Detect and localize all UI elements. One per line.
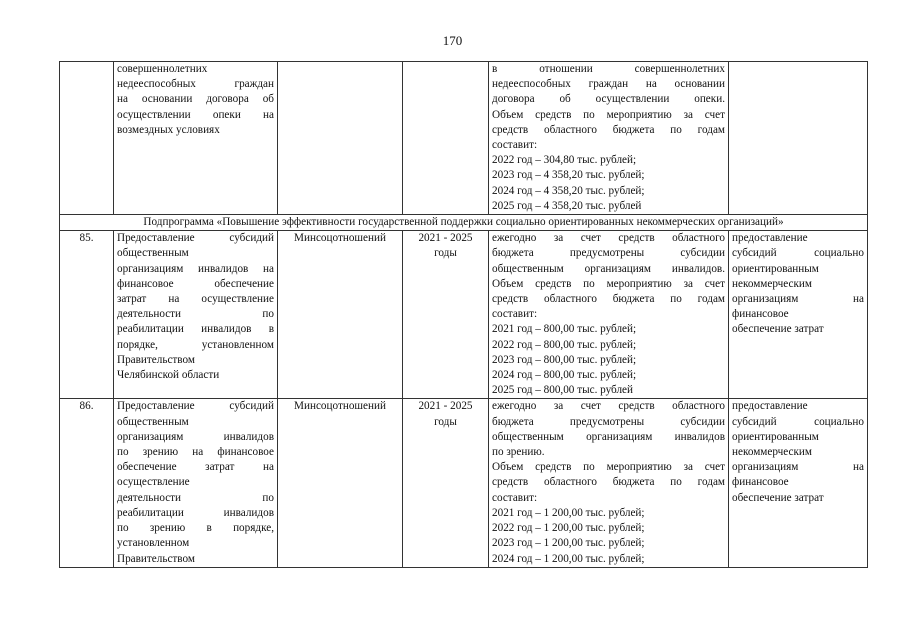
- text-line: Объем средств по мероприятию за счет: [492, 461, 725, 474]
- cell-period: [403, 62, 489, 215]
- text-line: 2021 - 2025: [418, 232, 473, 245]
- text-line: Правительством: [117, 552, 195, 565]
- text-line: составит:: [492, 308, 538, 321]
- text-line: субсидий социально: [732, 247, 864, 260]
- text-line: годы: [434, 415, 457, 428]
- text-line: осуществление: [117, 476, 190, 489]
- text-line: 2024 год – 4 358,20 тыс. рублей;: [492, 184, 645, 197]
- text-line: Предоставление субсидий: [117, 232, 274, 245]
- text-line: некоммерческим: [732, 277, 812, 290]
- text-line: организациям инвалидов: [117, 430, 274, 443]
- cell-period: [403, 399, 489, 567]
- text-line: Предоставление субсидий: [117, 400, 274, 413]
- text-line: порядке, установленном: [117, 338, 274, 351]
- text-line: Челябинской области: [117, 369, 220, 382]
- cell-number: [60, 62, 114, 215]
- text-line: 2023 год – 1 200,00 тыс. рублей;: [492, 537, 645, 550]
- text-line: Правительством: [117, 353, 195, 366]
- text-line: финансовое обеспечение: [117, 277, 274, 290]
- text-line: составит:: [492, 139, 538, 152]
- text-line: установленном: [117, 537, 190, 550]
- text-line: договора об осуществлении опеки.: [492, 93, 725, 106]
- text-line: обеспечение затрат на: [117, 461, 274, 474]
- cell-funds: [489, 231, 729, 399]
- text-line: совершеннолетних: [117, 63, 208, 75]
- cell-measure-name: [114, 62, 278, 215]
- text-line: некоммерческим: [732, 446, 812, 459]
- text-line: 2025 год – 4 358,20 тыс. рублей: [492, 199, 642, 212]
- text-line: осуществлении опеки на: [117, 108, 274, 121]
- text-line: общественным организациям инвалидов.: [492, 262, 725, 275]
- text-line: 2024 год – 800,00 тыс. рублей;: [492, 369, 637, 382]
- cell-executor: Минсоцотношений: [278, 231, 403, 399]
- text-line: составит:: [492, 491, 538, 504]
- cell-executor: Минсоцотношений: [278, 399, 403, 567]
- text-line: 2021 год – 800,00 тыс. рублей;: [492, 323, 637, 336]
- table-row: [60, 231, 868, 399]
- text-line: по зрению в порядке,: [117, 522, 274, 535]
- text-line: реабилитации инвалидов: [117, 506, 274, 519]
- cell-measure-name: [114, 231, 278, 399]
- table-row-continuation: [60, 62, 868, 215]
- text-line: средств областного бюджета по годам: [492, 476, 725, 489]
- text-line: реабилитации инвалидов в: [117, 323, 274, 336]
- text-line: бюджета предусмотрены субсидии: [492, 247, 725, 260]
- text-line: деятельности по: [117, 308, 274, 321]
- text-line: 2021 - 2025: [418, 400, 473, 413]
- text-line: 2022 год – 1 200,00 тыс. рублей;: [492, 522, 645, 535]
- text-line: бюджета предусмотрены субсидии: [492, 415, 725, 428]
- text-line: затрат на осуществление: [117, 293, 274, 306]
- text-line: недееспособных граждан: [117, 78, 274, 91]
- measures-table: [59, 61, 868, 568]
- text-line: 2023 год – 4 358,20 тыс. рублей;: [492, 169, 645, 182]
- cell-measure-name: [114, 399, 278, 567]
- text-line: ежегодно за счет средств областного: [492, 232, 725, 245]
- text-line: 2022 год – 304,80 тыс. рублей;: [492, 154, 637, 167]
- text-line: недееспособных граждан на основании: [492, 78, 725, 91]
- text-line: общественным организациям инвалидов: [492, 430, 725, 443]
- cell-result: [729, 62, 868, 215]
- table-row: [60, 399, 868, 567]
- text-line: общественным: [117, 415, 189, 428]
- text-line: годы: [434, 247, 457, 260]
- text-line: 2025 год – 800,00 тыс. рублей: [492, 384, 634, 397]
- text-line: 2021 год – 1 200,00 тыс. рублей;: [492, 506, 645, 519]
- text-line: общественным: [117, 247, 189, 260]
- cell-period: [403, 231, 489, 399]
- cell-result: [729, 231, 868, 399]
- text-line: деятельности по: [117, 491, 274, 504]
- text-line: организациям инвалидов на: [117, 262, 274, 275]
- text-line: субсидий социально: [732, 415, 864, 428]
- text-line: финансовое: [732, 308, 789, 321]
- text-line: 2023 год – 800,00 тыс. рублей;: [492, 353, 637, 366]
- text-line: по зрению на финансовое: [117, 446, 274, 459]
- text-line: предоставление: [732, 400, 808, 413]
- cell-number: 86.: [60, 399, 114, 567]
- text-line: Объем средств по мероприятию за счет: [492, 277, 725, 290]
- text-line: по зрению.: [492, 446, 545, 459]
- text-line: 2022 год – 800,00 тыс. рублей;: [492, 338, 637, 351]
- text-line: организациям на: [732, 293, 864, 306]
- cell-number: 85.: [60, 231, 114, 399]
- text-line: ориентированным: [732, 262, 819, 275]
- cell-funds: [489, 399, 729, 567]
- text-line: 2024 год – 1 200,00 тыс. рублей;: [492, 552, 645, 565]
- cell-executor: [278, 62, 403, 215]
- text-line: ориентированным: [732, 430, 819, 443]
- text-line: финансовое: [732, 476, 789, 489]
- text-line: средств областного бюджета по годам: [492, 293, 725, 306]
- text-line: в отношении совершеннолетних: [492, 63, 725, 75]
- subprogram-row: [60, 215, 868, 231]
- text-line: возмездных условиях: [117, 123, 220, 136]
- text-line: обеспечение затрат: [732, 491, 824, 504]
- text-line: обеспечение затрат: [732, 323, 824, 336]
- page-number: 170: [442, 33, 463, 48]
- text-line: организациям на: [732, 461, 864, 474]
- cell-result: [729, 399, 868, 567]
- text-line: ежегодно за счет средств областного: [492, 400, 725, 413]
- text-line: средств областного бюджета по годам: [492, 123, 725, 136]
- text-line: Объем средств по мероприятию за счет: [492, 108, 725, 121]
- cell-funds: [489, 62, 729, 215]
- text-line: на основании договора об: [117, 93, 274, 106]
- subprogram-title: Подпрограмма «Повышение эффективности государственной поддержки социально ориентированных некоммерческих организаций»: [60, 215, 868, 231]
- text-line: предоставление: [732, 232, 808, 245]
